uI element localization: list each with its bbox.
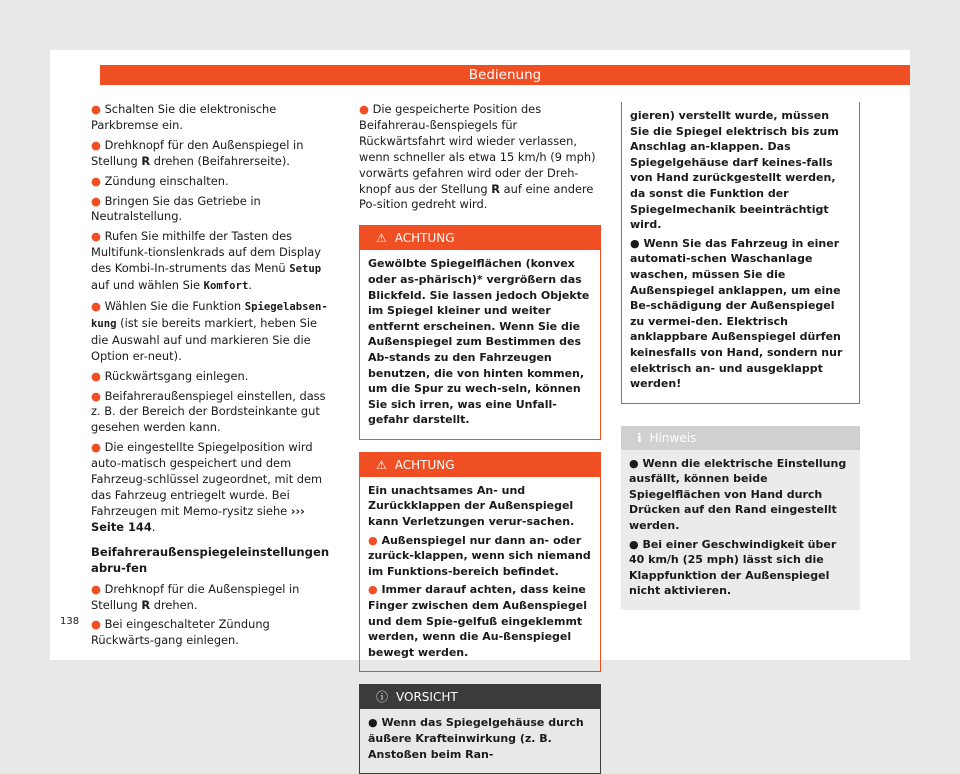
page-number: 138 [60, 616, 80, 627]
bullet-icon: ● [368, 533, 378, 547]
step: ● Zündung einschalten. [91, 173, 229, 188]
step: ● Drehknopf für die Außenspiegel in Stellung R drehen. [91, 581, 300, 612]
bullet-icon: ● [629, 537, 639, 551]
step: ● Bringen Sie das Getriebe in Neutralstellung. [91, 193, 261, 224]
bullet-icon: ● [91, 368, 101, 383]
warning-text: Ein unachtsames An- und Zurückklappen der Außenspiegel kann Verletzungen verur-sachen. ● Außenspiegel nur dann an- oder zurück-klappen, wenn sich niemand im Funktions-bereich befindet. ● Immer darauf achten, dass keine Finger zwischen dem Außenspiegel und dem Spie-gelfuß eingeklemmt werden, wenn die Au-ßenspiegel bewegt werden. [368, 483, 591, 659]
bullet-icon: ● [91, 581, 101, 596]
note-header: ℹ Hinweis [621, 426, 860, 450]
info-icon: ℹ [637, 430, 642, 445]
bullet-icon: ● [91, 298, 101, 313]
warning-triangle-icon: ⚠ [376, 231, 387, 246]
bullet-icon: ● [91, 617, 101, 632]
caution-header: ⓘ VORSICHT [360, 685, 600, 709]
warning-header: ⚠ ACHTUNG [360, 453, 600, 477]
manual-page [50, 50, 910, 761]
bullet-icon: ● [629, 456, 639, 470]
step: ● Rufen Sie mithilfe der Tasten des Multifunk-tionslenkrads auf dem Display des Kombi-In-struments das Menü Setup auf und wählen Sie Komfort. [91, 229, 322, 293]
warning-header: ⚠ ACHTUNG [360, 226, 600, 250]
bullet-icon: ● [359, 102, 369, 116]
step: ● Bei eingeschalteter Zündung Rückwärts-gang einlegen. [91, 617, 270, 648]
step: ● Beifahreraußenspiegel einstellen, dass z. B. der Bereich der Bordsteinkante gut gesehen werden kann. [91, 388, 326, 435]
column-left [91, 102, 331, 653]
bullet-icon: ● [368, 583, 378, 597]
step: ● Die eingestellte Spiegelposition wird auto-matisch gespeichert und dem Fahrzeug-schlüssel zugeordnet, mit dem das Fahrzeug entriegelt wurde. Bei Fahrzeugen mit Memo-rysitz siehe ››› Seite 144. [91, 440, 323, 534]
section-header: Bedienung [100, 65, 910, 85]
bullet-icon: ● [91, 137, 101, 152]
step: ● Drehknopf für den Außenspiegel in Stellung R drehen (Beifahrerseite). [91, 137, 304, 168]
step: ● Schalten Sie die elektronische Parkbremse ein. [91, 102, 277, 132]
column-right [621, 102, 860, 610]
step: ● Rückwärtsgang einlegen. [91, 368, 249, 383]
bullet-icon: ● [91, 193, 101, 208]
bullet-icon: ● [91, 102, 101, 116]
caution-continued: gieren) verstellt wurde, müssen Sie die Spiegel elektrisch bis zum Anschlag an-klappen. Das Spiegelgehäuse darf keines-falls von Hand zurückgestellt werden, da sonst die Funktion der Spiegelmechanik beeinträchtigt wird. ● Wenn Sie das Fahrzeug in einer automati-schen Waschanlage waschen, müssen Sie die Außenspiegel anklappen, um eine Be-schädigung der Außenspiegel zu vermei-den. Elektrisch anklappbare Außenspiegel dürfen keinesfalls von Hand, sondern nur elektrisch an- und ausgeklappt werden! [621, 102, 860, 404]
note-box [621, 426, 860, 610]
bullet-icon: ● [91, 229, 101, 244]
step: ● Die gespeicherte Position des Beifahrerau-ßenspiegels für Rückwärtsfahrt wird wieder verlassen, wenn schneller als etwa 15 km/h (9 mph) vorwärts gefahren wird oder der Dreh-knopf aus der Stellung R auf eine andere Po-sition gedreht wird. [359, 102, 596, 212]
warning-triangle-icon: ⚠ [376, 457, 387, 472]
warning-box [359, 452, 601, 673]
step: ● Wählen Sie die Funktion Spiegelabsen-kung (ist sie bereits markiert, heben Sie die Auswahl auf und markieren Sie die Option er-neut). [91, 298, 328, 363]
bullet-icon: ● [91, 440, 101, 455]
subheading: Beifahreraußenspiegeleinstellungen abru-fen [91, 544, 330, 575]
warning-box [359, 225, 601, 440]
column-middle [359, 102, 601, 774]
caution-circle-icon: ⓘ [376, 690, 389, 705]
warning-text: Gewölbte Spiegelflächen (konvex oder as-phärisch)* vergrößern das Blickfeld. Sie lassen jedoch Objekte im Spiegel kleiner und weiter entfernt erscheinen. Wenn Sie die Außenspiegel zum Bestimmen des Ab-stands zu den Fahrzeugen benutzen, die von hinten kommen, um die Spur zu wech-seln, können Sie sich irren, was eine Unfall-gefahr darstellt. [368, 257, 590, 427]
bullet-icon: ● [91, 173, 101, 188]
bullet-icon: ● [368, 716, 378, 730]
bullet-icon: ● [630, 236, 640, 250]
bullet-icon: ● [91, 388, 101, 403]
note-text: ● Wenn die elektrische Einstellung ausfällt, können beide Spiegelflächen von Hand durch Drücken auf den Rand eingestellt werden. ● Bei einer Geschwindigkeit über 40 km/h (25 mph) lässt sich die Klappfunktion der Außenspiegel nicht aktivieren. [629, 456, 847, 598]
page-reference-link[interactable]: ››› Seite 144 [91, 503, 305, 534]
caution-text: ● Wenn das Spiegelgehäuse durch äußere Krafteinwirkung (z. B. Anstoßen beim Ran- [368, 716, 584, 761]
caution-box [359, 684, 601, 774]
